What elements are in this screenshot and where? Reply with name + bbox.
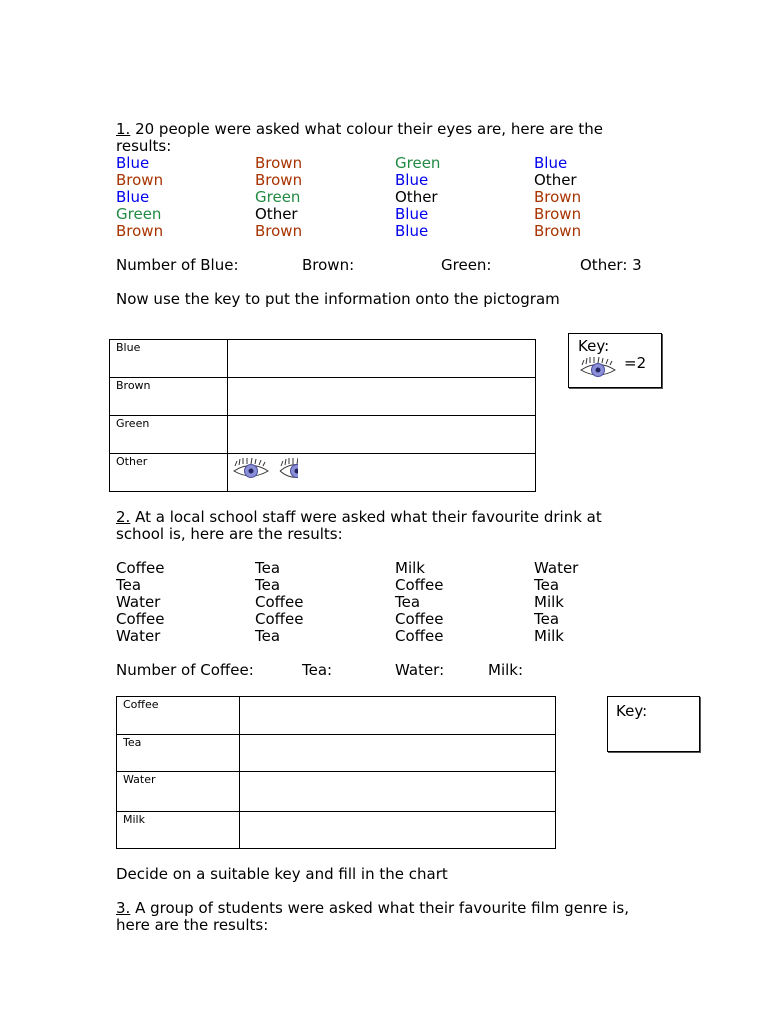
q1-result-cell: Brown [534, 188, 582, 206]
q2-count-milk: Milk: [488, 661, 524, 679]
q2-results-row [116, 628, 676, 645]
q1-result-cell: Brown [255, 154, 303, 172]
q2-row-coffee[interactable] [240, 697, 556, 735]
q2-result-cell: Coffee [395, 576, 444, 594]
q1-row-green[interactable] [228, 416, 536, 454]
q2-result-cell: Tea [534, 576, 560, 594]
q2-instruction: Decide on a suitable key and fill in the chart [116, 865, 448, 883]
q1-results-grid [116, 155, 676, 240]
q2-result-cell: Tea [255, 627, 281, 645]
key-eye-icon [579, 356, 617, 380]
q1-result-cell: Other [255, 205, 298, 223]
q2-results-row [116, 611, 676, 628]
q1-result-cell: Blue [395, 171, 429, 189]
q2-intro-line2: school is, here are the results: [116, 525, 343, 543]
q2-result-cell: Coffee [395, 627, 444, 645]
q1-instruction: Now use the key to put the information onto the pictogram [116, 290, 560, 308]
q1-key-value: =2 [624, 354, 647, 372]
q2-pictogram [116, 696, 556, 849]
q2-result-cell: Water [534, 559, 579, 577]
q1-label-brown: Brown [110, 378, 228, 416]
q1-count-blue: Number of Blue: [116, 256, 239, 274]
q1-result-cell: Blue [395, 205, 429, 223]
q1-count-brown: Brown: [302, 256, 355, 274]
q1-intro-text: 20 people were asked what colour their eyes are, here are the [130, 120, 604, 138]
q2-result-cell: Coffee [116, 559, 165, 577]
q2-result-cell: Water [116, 593, 161, 611]
q2-results-row [116, 560, 676, 577]
q3-intro-line2: here are the results: [116, 916, 269, 934]
q2-count-coffee: Number of Coffee: [116, 661, 254, 679]
q2-results-grid [116, 560, 676, 645]
q2-label-water: Water [117, 772, 240, 812]
q2-result-cell: Tea [534, 610, 560, 628]
q2-result-cell: Milk [534, 593, 564, 611]
q1-count-other: Other: 3 [580, 256, 642, 274]
q2-result-cell: Tea [395, 593, 421, 611]
q1-result-cell: Brown [116, 171, 164, 189]
q1-results-row [116, 206, 676, 223]
q1-results-row [116, 223, 676, 240]
q1-result-cell: Other [395, 188, 438, 206]
q1-key-box [568, 333, 662, 388]
q1-key-title: Key: [578, 337, 610, 355]
q2-result-cell: Milk [534, 627, 564, 645]
q2-result-cell: Coffee [255, 610, 304, 628]
q2-results-row [116, 594, 676, 611]
q2-result-cell: Tea [255, 559, 281, 577]
q1-result-cell: Blue [534, 154, 568, 172]
q2-results-row [116, 577, 676, 594]
q1-result-cell: Brown [534, 205, 582, 223]
q2-intro-line1 [116, 509, 602, 526]
half-eye-icon [278, 457, 298, 481]
q1-count-green: Green: [441, 256, 492, 274]
q1-result-cell: Green [395, 154, 441, 172]
q2-row-water[interactable] [240, 772, 556, 812]
q2-result-cell: Water [116, 627, 161, 645]
q1-result-cell: Green [255, 188, 301, 206]
q1-result-cell: Brown [116, 222, 164, 240]
q1-results-row [116, 172, 676, 189]
q1-label-green: Green [110, 416, 228, 454]
q2-result-cell: Coffee [116, 610, 165, 628]
q2-label-coffee: Coffee [117, 697, 240, 735]
q3-number: 3. [116, 899, 131, 917]
q1-row-other[interactable] [228, 454, 536, 492]
q2-number: 2. [116, 508, 131, 526]
q1-label-other: Other [110, 454, 228, 492]
q1-result-cell: Blue [395, 222, 429, 240]
q1-pictogram [109, 339, 536, 492]
q1-result-cell: Brown [255, 171, 303, 189]
q1-result-cell: Blue [116, 154, 150, 172]
q2-result-cell: Coffee [255, 593, 304, 611]
eye-icon [232, 457, 270, 481]
q1-row-brown[interactable] [228, 378, 536, 416]
q1-number: 1. [116, 120, 131, 138]
q2-label-milk: Milk [117, 812, 240, 849]
q1-results-row [116, 189, 676, 206]
q2-result-cell: Coffee [395, 610, 444, 628]
q2-count-water: Water: [395, 661, 445, 679]
q1-label-blue: Blue [110, 340, 228, 378]
q2-result-cell: Tea [116, 576, 142, 594]
q2-row-tea[interactable] [240, 735, 556, 772]
q1-row-blue[interactable] [228, 340, 536, 378]
q1-result-cell: Brown [534, 222, 582, 240]
q1-results-row [116, 155, 676, 172]
q2-row-milk[interactable] [240, 812, 556, 849]
q2-count-tea: Tea: [302, 661, 333, 679]
q1-result-cell: Blue [116, 188, 150, 206]
q1-result-cell: Brown [255, 222, 303, 240]
q1-result-cell: Green [116, 205, 162, 223]
q2-result-cell: Tea [255, 576, 281, 594]
q2-key-box[interactable] [607, 696, 700, 752]
q2-label-tea: Tea [117, 735, 240, 772]
q3-intro-text: A group of students were asked what their favourite film genre is, [130, 899, 630, 917]
q2-result-cell: Milk [395, 559, 425, 577]
q1-intro-line2: results: [116, 137, 172, 155]
q3-intro-line1 [116, 900, 629, 917]
q1-intro-line1 [116, 121, 603, 138]
q1-result-cell: Other [534, 171, 577, 189]
q2-intro-text: At a local school staff were asked what their favourite drink at [130, 508, 602, 526]
q2-key-title: Key: [616, 702, 648, 720]
